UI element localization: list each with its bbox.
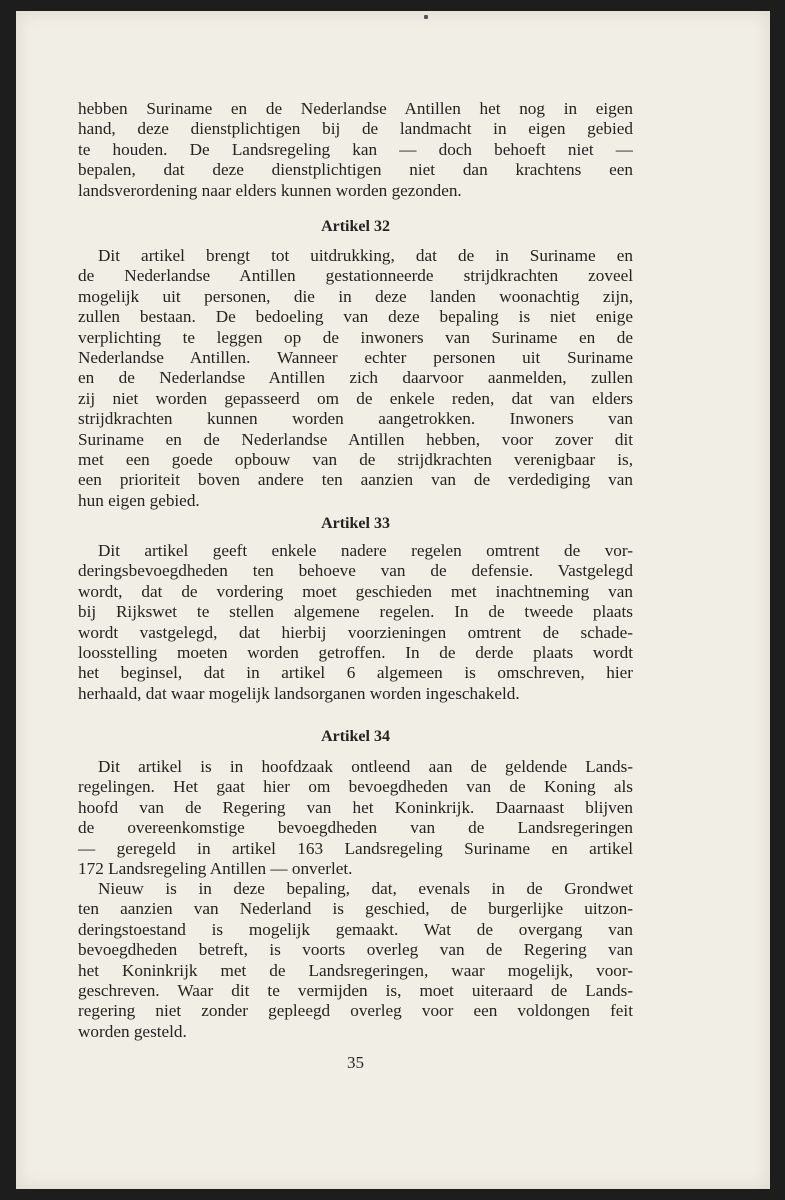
- text-line: hoofd van de Regering van het Koninkrijk. Daarnaast blijven: [78, 797, 633, 817]
- text-line: mogelijk uit personen, die in deze landen woonachtig zijn,: [78, 286, 633, 306]
- text-line: worden gesteld.: [78, 1021, 187, 1041]
- text-line: herhaald, dat waar mogelijk landsorganen worden ingeschakeld.: [78, 683, 520, 703]
- book-page: [16, 11, 770, 1189]
- text-line: hebben Suriname en de Nederlandse Antillen het nog in eigen: [78, 99, 633, 118]
- text-line: wordt, dat de vordering moet geschieden met inachtneming van: [78, 581, 633, 601]
- print-mark: [424, 15, 428, 19]
- text-line: strijdkrachten kunnen worden aangetrokken. Inwoners van: [78, 409, 633, 429]
- artikel-34-paragraph-1: [78, 757, 633, 879]
- text-line: het beginsel, dat in artikel 6 algemeen is omschreven, hier: [78, 663, 633, 683]
- text-line: regering niet zonder gepleegd overleg voor een voldongen feit: [78, 1001, 633, 1021]
- artikel-34-paragraph-2: [78, 879, 633, 1042]
- page-number: 35: [347, 1053, 364, 1072]
- text-line: Nieuw is in deze bepaling, dat, evenals in de Grondwet: [98, 879, 633, 898]
- text-line: de overeenkomstige bevoegdheden van de Landsregeringen: [78, 818, 633, 838]
- intro-paragraph: [78, 99, 633, 201]
- text-line: geschreven. Waar dit te vermijden is, moet uiteraard de Lands-: [78, 981, 633, 1001]
- text-line: zullen bestaan. De bedoeling van deze bepaling is niet enige: [78, 307, 633, 327]
- text-line: bevoegdheden betreft, is voorts overleg van de Regering van: [78, 940, 633, 960]
- artikel-32-paragraph: [78, 246, 633, 511]
- text-line: Dit artikel brengt tot uitdrukking, dat de in Suriname en: [98, 246, 633, 265]
- text-line: te houden. De Landsregeling kan — doch behoeft niet —: [78, 139, 633, 159]
- text-line: verplichting te leggen op de inwoners van Suriname en de: [78, 327, 633, 347]
- text-line: Suriname en de Nederlandse Antillen hebben, voor zover dit: [78, 429, 633, 449]
- text-line: de Nederlandse Antillen gestationneerde strijdkrachten zoveel: [78, 266, 633, 286]
- text-line: bepalen, dat deze dienstplichtigen niet dan krachtens een: [78, 160, 633, 180]
- text-line: loosstelling moeten worden getroffen. In de derde plaats wordt: [78, 643, 633, 663]
- text-line: Nederlandse Antillen. Wanneer echter personen uit Suriname: [78, 348, 633, 368]
- text-line: wordt vastgelegd, dat hierbij voorzieningen omtrent de schade-: [78, 622, 633, 642]
- text-line: landsverordening naar elders kunnen worden gezonden.: [78, 180, 462, 200]
- heading-artikel-34: Artikel 34: [321, 728, 390, 745]
- text-line: — geregeld in artikel 163 Landsregeling Suriname en artikel: [78, 838, 633, 858]
- text-line: deringstoestand is mogelijk gemaakt. Wat de overgang van: [78, 919, 633, 939]
- text-line: zij niet worden gepasseerd om de enkele reden, dat van elders: [78, 388, 633, 408]
- text-line: en de Nederlandse Antillen zich daarvoor aanmelden, zullen: [78, 368, 633, 388]
- text-line: Dit artikel is in hoofdzaak ontleend aan de geldende Lands-: [98, 757, 633, 776]
- artikel-33-paragraph: [78, 541, 633, 704]
- text-line: regelingen. Het gaat hier om bevoegdheden van de Koning als: [78, 777, 633, 797]
- text-line: deringsbevoegdheden ten behoeve van de defensie. Vastgelegd: [78, 561, 633, 581]
- text-line: met een goede opbouw van de strijdkrachten verenigbaar is,: [78, 450, 633, 470]
- text-line: Dit artikel geeft enkele nadere regelen omtrent de vor-: [98, 541, 633, 560]
- text-line: hand, deze dienstplichtigen bij de landmacht in eigen gebied: [78, 119, 633, 139]
- text-line: een prioriteit boven andere ten aanzien van de verdediging van: [78, 470, 633, 490]
- text-line: 172 Landsregeling Antillen — onverlet.: [78, 859, 353, 879]
- text-line: het Koninkrijk met de Landsregeringen, waar mogelijk, voor-: [78, 960, 633, 980]
- text-line: hun eigen gebied.: [78, 490, 200, 510]
- text-line: ten aanzien van Nederland is geschied, de burgerlijke uitzon-: [78, 899, 633, 919]
- text-line: bij Rijkswet te stellen algemene regelen. In de tweede plaats: [78, 602, 633, 622]
- heading-artikel-32: Artikel 32: [321, 218, 390, 235]
- heading-artikel-33: Artikel 33: [321, 515, 390, 532]
